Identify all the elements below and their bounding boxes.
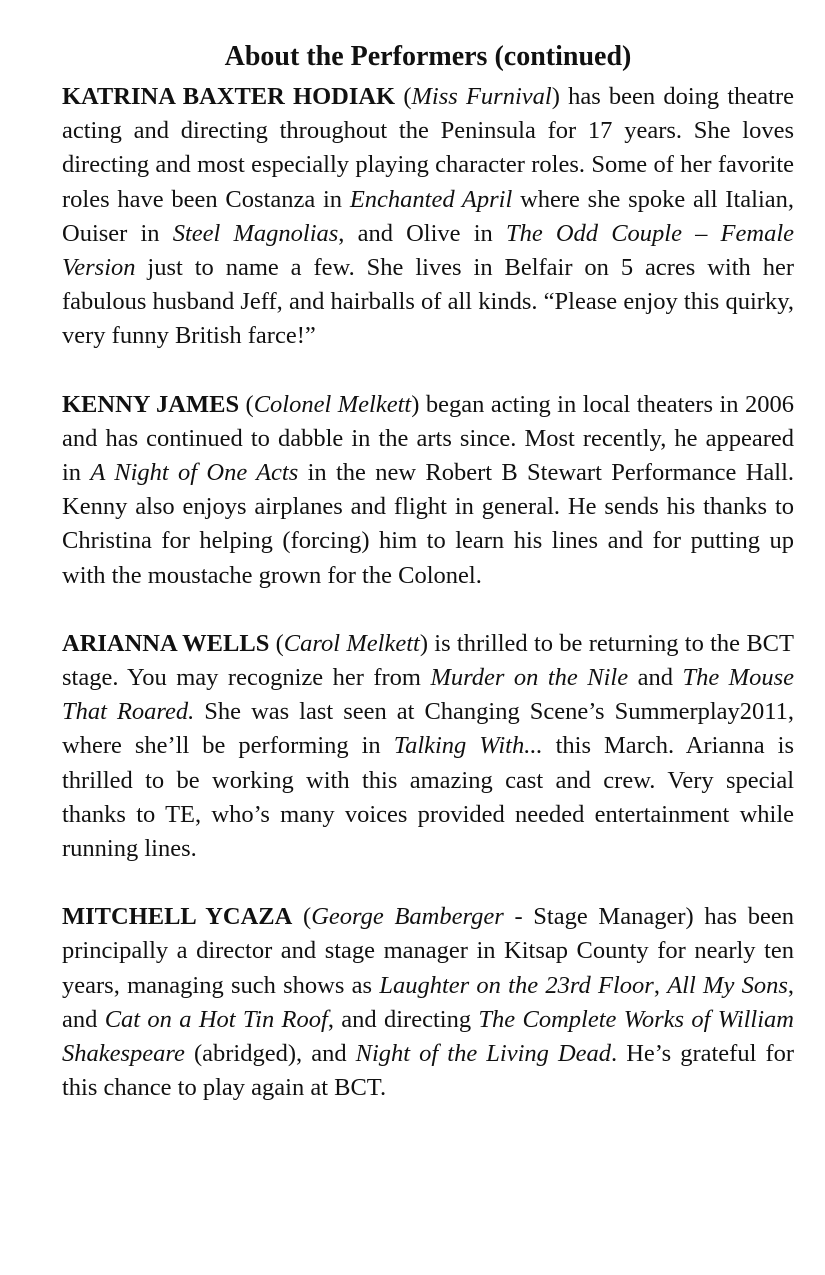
work-title: All My Sons — [667, 971, 788, 999]
performer-role: George Bamberger — [311, 903, 504, 931]
page-title: About the Performers (continued) — [224, 41, 632, 72]
performer-bio: KENNY JAMES (Colonel Melkett) began acting in local theaters in 2006 and has continued to dabble in the arts since. Most recently, he appeared in A Night of One Acts in the new Robert B Stewart Performance Hall. Kenny also enjoys airplanes and flight in general. He sends his thanks to Christina for helping (forcing) him to learn his lines and for putting up with the moustache grown for the Colonel. — [62, 390, 794, 589]
bio-text: , and directing — [327, 1005, 479, 1033]
performer-role: Carol Melkett — [283, 629, 420, 657]
performer-name: ARIANNA WELLS — [62, 629, 270, 657]
work-title: A Night of One Acts — [90, 459, 299, 487]
bio-text: (abridged), and — [184, 1040, 356, 1068]
bio-text: in the new Robert B Stewart Performance Hall. Kenny also enjoys airplanes and flight in general. He sends his thanks to Christina for helping (forcing) him to learn his lines and for putting up with the moustache grown for the Colonel. — [62, 459, 794, 589]
work-title: Night of the Living Dead — [355, 1040, 612, 1068]
performer-bio: ARIANNA WELLS (Carol Melkett) is thrilled to be returning to the BCT stage. You may recognize her from Murder on the Nile and The Mouse That Roared. She was last seen at Changing Scene’s Summerplay2011, where she’ll be performing in Talking With... this March. Arianna is thrilled to be working with this amazing cast and crew. Very special thanks to TE, who’s many voices provided needed entertainment while running lines. — [62, 629, 795, 863]
bio-text: and — [628, 664, 683, 692]
bio-text: She was last seen at Changing Scene’s Summerplay2011, where she’ll be performing in — [62, 698, 795, 760]
bio-text: where she spoke all Italian, Ouiser in — [62, 185, 794, 247]
performer-name: KATRINA BAXTER HODIAK — [62, 83, 396, 110]
bio-text: , and — [62, 971, 794, 1033]
bio-text: , — [653, 971, 668, 999]
performer-name: MITCHELL YCAZA — [62, 903, 293, 931]
performer-bio: KATRINA BAXTER HODIAK (Miss Furnival) has been doing theatre acting and directing throughout the Peninsula for 17 years. She loves directing and most especially playing character roles. Some of her favorite roles have been Costanza in Enchanted April where she spoke all Italian, Ouiser in Steel Magnolias, and Olive in The Odd Couple – Female Version just to name a few. She lives in Belfair on 5 acres with her fabulous husband Jeff, and hairballs of all kinds. “Please enjoy this quirky, very funny British farce!” — [62, 83, 795, 350]
performer-role-extra: - Stage Manager — [503, 903, 686, 931]
work-title: Murder on the Nile — [430, 664, 629, 692]
bio-text: . He’s grateful for this chance to play again at BCT. — [62, 1040, 795, 1102]
performer-bio: MITCHELL YCAZA (George Bamberger - Stage Manager) has been principally a director and stage manager in Kitsap County for nearly ten years, managing such shows as Laughter on the 23rd Floor, All My Sons, and Cat on a Hot Tin Roof, and directing The Complete Works of William Shakespeare (abridged), and Night of the Living Dead. He’s grateful for this chance to play again at BCT. — [62, 903, 795, 1102]
performer-bios — [62, 80, 794, 1105]
bio-text: , and Olive in — [338, 219, 506, 247]
work-title: The Mouse That Roared. — [62, 664, 794, 726]
bio-text: just to name a few. She lives in Belfair on 5 acres with her fabulous husband Jeff, and hairballs of all kinds. “Please enjoy this quirky, very funny British farce!” — [62, 254, 794, 350]
work-title: Enchanted April — [349, 185, 513, 213]
work-title: Talking With... — [393, 732, 543, 760]
program-page — [62, 40, 794, 1139]
bio-text: has been doing theatre acting and directing throughout the Peninsula for 17 years. She loves directing and most especially playing character roles. Some of her favorite roles have been Costanza in — [62, 83, 794, 213]
bio-text: has been principally a director and stage manager in Kitsap County for nearly ten years, managing such shows as — [62, 903, 794, 999]
work-title: The Odd Couple – Female Version — [62, 219, 795, 282]
bio-text: this March. Arianna is thrilled to be working with this amazing cast and crew. Very special thanks to TE, who’s many voices provided needed entertainment while running lines. — [62, 732, 794, 863]
bio-text: is thrilled to be returning to the BCT stage. You may recognize her from — [62, 629, 794, 692]
work-title: Steel Magnolias — [172, 219, 339, 247]
work-title: Cat on a Hot Tin Roof — [104, 1005, 328, 1033]
performer-name: KENNY JAMES — [62, 390, 240, 418]
bio-text: began acting in local theaters in 2006 and has continued to dabble in the arts since. Most recently, he appeared in — [62, 390, 794, 487]
performer-role: Colonel Melkett — [253, 390, 412, 418]
work-title: Laughter on the 23rd Floor — [379, 971, 654, 999]
performer-role: Miss Furnival — [411, 83, 552, 110]
work-title: The Complete Works of William Shakespeare — [62, 1005, 794, 1068]
